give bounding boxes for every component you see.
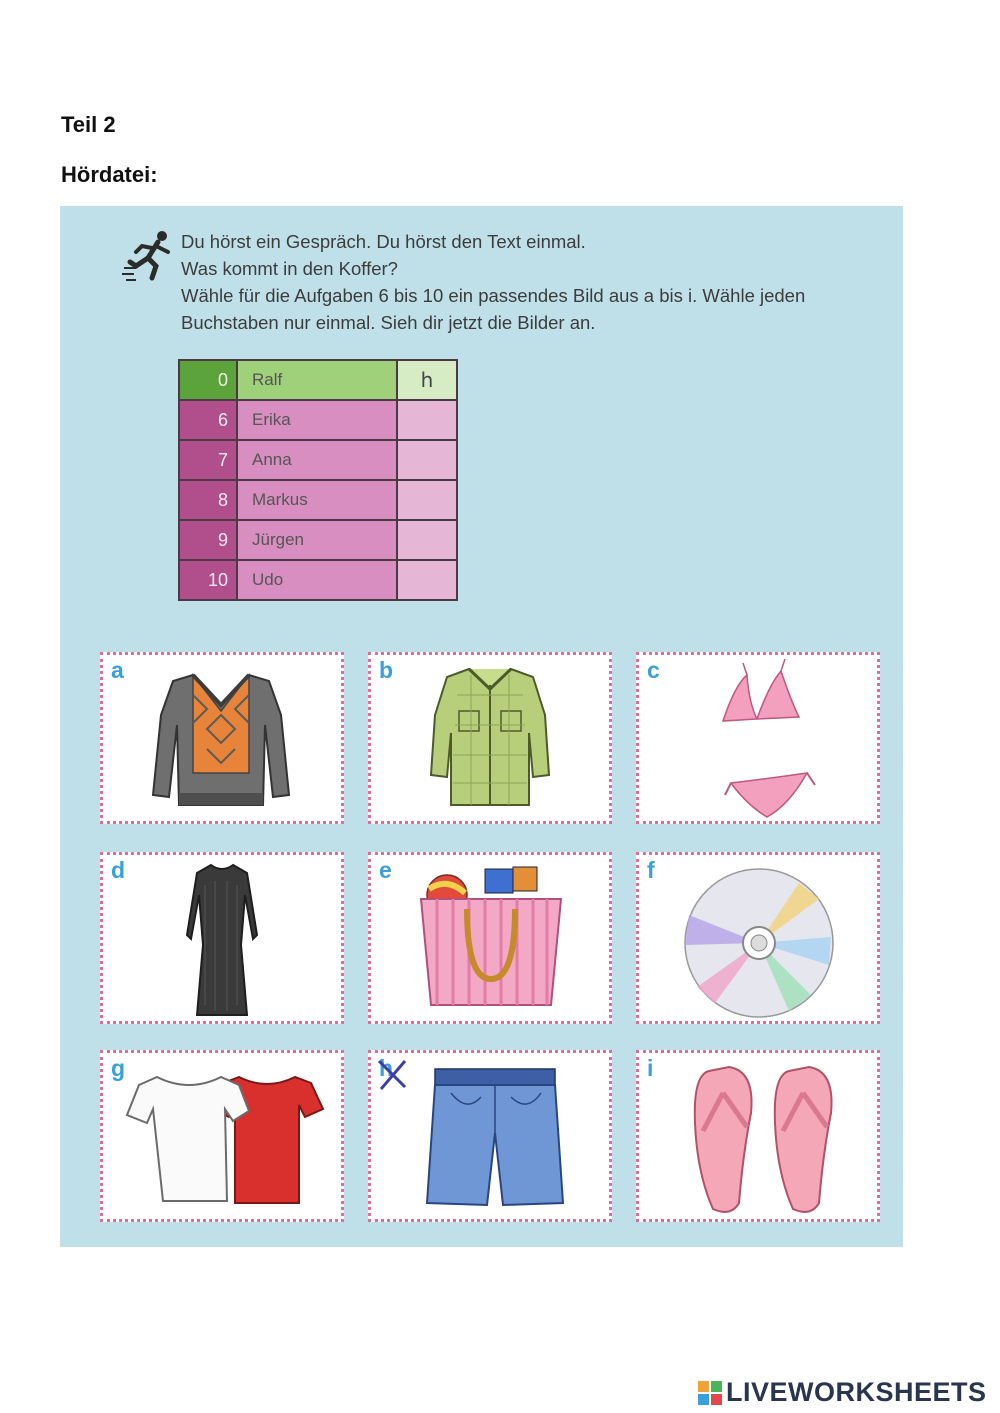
dress-icon — [103, 855, 341, 1021]
picture-card-f — [636, 852, 880, 1024]
answer-field[interactable] — [397, 480, 457, 520]
row-name: Udo — [237, 560, 397, 600]
bikini-icon — [639, 655, 877, 821]
part-title: Teil 2 — [61, 112, 116, 137]
row-number: 9 — [179, 520, 237, 560]
table-row — [179, 440, 457, 480]
row-number: 0 — [179, 360, 237, 400]
card-letter: e — [379, 857, 392, 883]
instruction-line: Buchstaben nur einmal. Sieh dir jetzt die Bilder an. — [181, 312, 596, 333]
picture-card-i — [636, 1050, 880, 1222]
listening-runner-icon — [122, 228, 174, 282]
beach-bag-icon — [371, 855, 609, 1021]
answer-table — [178, 359, 458, 601]
card-letter: i — [647, 1055, 654, 1081]
instruction-line: Was kommt in den Koffer? — [181, 258, 398, 279]
picture-card-h — [368, 1050, 612, 1222]
row-name: Anna — [237, 440, 397, 480]
picture-card-a — [100, 652, 344, 824]
shirt-icon — [371, 655, 609, 821]
picture-card-d — [100, 852, 344, 1024]
picture-card-c — [636, 652, 880, 824]
picture-card-e — [368, 852, 612, 1024]
instruction-line: Wähle für die Aufgaben 6 bis 10 ein passendes Bild aus a bis i. Wähle jeden — [181, 285, 806, 306]
card-letter: h — [379, 1055, 394, 1081]
brand-name: LIVEWORKSHEETS — [726, 1377, 987, 1407]
exercise-panel — [60, 206, 903, 1247]
row-name: Ralf — [237, 360, 397, 400]
row-number: 6 — [179, 400, 237, 440]
row-number: 7 — [179, 440, 237, 480]
answer-field[interactable] — [397, 520, 457, 560]
picture-card-g — [100, 1050, 344, 1222]
picture-card-b — [368, 652, 612, 824]
row-number: 10 — [179, 560, 237, 600]
flip-flops-icon — [639, 1053, 877, 1219]
card-letter: c — [647, 657, 660, 683]
answer-field[interactable] — [397, 400, 457, 440]
cd-icon — [639, 855, 877, 1021]
answer-field[interactable] — [397, 560, 457, 600]
liveworksheets-logo-icon — [698, 1381, 722, 1405]
answer-field: h — [397, 360, 457, 400]
card-letter: d — [111, 857, 126, 883]
table-row — [179, 560, 457, 600]
card-letter: b — [379, 657, 394, 683]
instructions — [181, 228, 881, 336]
table-row — [179, 480, 457, 520]
row-name: Jürgen — [237, 520, 397, 560]
table-row — [179, 400, 457, 440]
brand-logo — [698, 1377, 987, 1408]
answer-field[interactable] — [397, 440, 457, 480]
card-letter: f — [647, 857, 655, 883]
tshirts-icon — [103, 1053, 341, 1219]
sweater-icon — [103, 655, 341, 821]
instruction-line: Du hörst ein Gespräch. Du hörst den Text einmal. — [181, 231, 586, 252]
audio-label: Hördatei: — [61, 162, 158, 187]
card-letter: g — [111, 1055, 126, 1081]
card-letter: a — [111, 657, 124, 683]
row-number: 8 — [179, 480, 237, 520]
row-name: Markus — [237, 480, 397, 520]
shorts-icon — [371, 1053, 609, 1219]
row-name: Erika — [237, 400, 397, 440]
table-row — [179, 360, 457, 400]
table-row — [179, 520, 457, 560]
